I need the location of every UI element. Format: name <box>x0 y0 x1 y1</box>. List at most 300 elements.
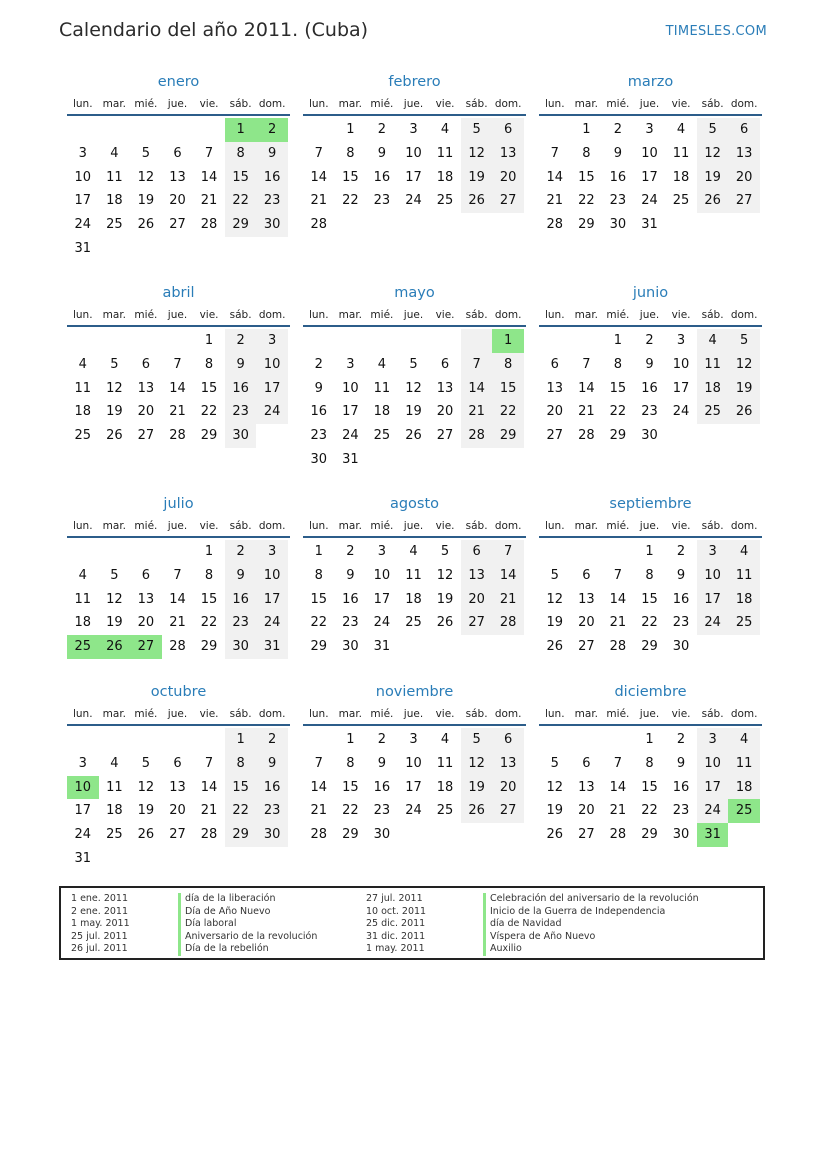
weekday-label: jue. <box>639 98 660 110</box>
day-cell: 22 <box>310 615 328 631</box>
legend-holiday-name: Día de la rebelión <box>178 943 317 956</box>
weekday-label: sáb. <box>701 520 724 532</box>
day-cell: 28 <box>310 217 328 233</box>
day-cell: 2 <box>225 540 257 564</box>
day-cell: 29 <box>578 217 595 233</box>
day-cell: 24 <box>641 193 658 209</box>
day-cell: 4 <box>409 544 418 559</box>
weekday-label: jue. <box>403 520 424 532</box>
empty-cell <box>728 823 760 847</box>
weekday-header <box>539 702 762 726</box>
day-cell: 19 <box>436 591 454 607</box>
day-cell: 2 <box>645 333 654 348</box>
week-row <box>539 189 762 213</box>
day-cell: 23 <box>310 428 328 444</box>
day-cell: 15 <box>609 380 627 396</box>
day-cell: 18 <box>697 377 729 401</box>
day-cell: 25 <box>728 611 760 635</box>
day-cell: 29 <box>342 827 359 843</box>
day-cell: 17 <box>405 779 422 795</box>
empty-cell <box>335 213 367 237</box>
day-cell: 17 <box>697 588 729 612</box>
weekday-label: mié. <box>134 98 158 110</box>
empty-cell <box>256 237 288 261</box>
month-name: diciembre <box>614 684 687 700</box>
day-cell: 16 <box>373 779 391 795</box>
weekday-label: mié. <box>606 98 630 110</box>
day-cell: 19 <box>697 166 729 190</box>
day-cell: 15 <box>578 169 595 185</box>
day-cell: 1 <box>204 333 214 348</box>
day-cell: 27 <box>578 639 595 655</box>
day-cell: 6 <box>141 567 151 583</box>
week-row <box>303 189 526 213</box>
empty-cell <box>492 448 524 472</box>
weekday-label: jue. <box>403 309 424 321</box>
day-cell: 14 <box>169 591 186 607</box>
day-cell: 3 <box>697 728 729 752</box>
day-cell: 4 <box>78 567 87 583</box>
weekday-label: dom. <box>730 520 758 532</box>
day-cell: 11 <box>373 380 391 396</box>
empty-cell <box>366 448 398 472</box>
day-cell: 5 <box>550 567 559 583</box>
weekday-label: dom. <box>730 708 758 720</box>
day-cell: 6 <box>582 567 591 583</box>
weekday-label: mar. <box>102 98 127 110</box>
day-cell: 18 <box>436 779 454 795</box>
empty-cell <box>429 448 461 472</box>
day-cell: 28 <box>169 639 186 655</box>
day-cell: 26 <box>546 639 564 655</box>
week-row <box>303 142 526 166</box>
month-name: mayo <box>394 285 435 301</box>
week-row <box>539 142 762 166</box>
day-cell: 22 <box>225 189 257 213</box>
day-cell: 13 <box>492 752 524 776</box>
day-cell: 13 <box>436 380 454 396</box>
day-cell: 9 <box>377 145 387 161</box>
day-cell: 20 <box>578 803 595 819</box>
week-row <box>539 776 762 800</box>
week-row <box>539 540 762 564</box>
day-cell: 12 <box>137 779 155 795</box>
day-cell: 14 <box>200 169 218 185</box>
day-cell: 7 <box>461 353 493 377</box>
day-cell: 5 <box>461 118 493 142</box>
day-cell: 5 <box>550 755 559 771</box>
empty-cell <box>665 424 697 448</box>
day-cell: 28 <box>609 827 627 843</box>
day-cell: 5 <box>409 356 418 372</box>
day-cell: 5 <box>461 728 493 752</box>
day-cell: 18 <box>74 404 92 420</box>
weekday-label: vie. <box>199 98 219 110</box>
empty-cell <box>539 540 571 564</box>
week-row <box>303 118 526 142</box>
day-cell: 29 <box>492 424 524 448</box>
week-row <box>67 329 290 353</box>
day-cell: 16 <box>225 377 257 401</box>
day-cell: 25 <box>405 615 422 631</box>
day-cell: 24 <box>405 193 422 209</box>
day-cell: 23 <box>641 404 658 420</box>
day-cell: 18 <box>728 588 760 612</box>
month-name: agosto <box>389 496 440 512</box>
weekday-label: sáb. <box>701 98 724 110</box>
day-cell: 24 <box>373 615 391 631</box>
day-cell: 28 <box>200 217 218 233</box>
day-cell: 22 <box>225 799 257 823</box>
legend-date: 1 ene. 2011 <box>71 893 128 904</box>
day-cell: 21 <box>492 588 524 612</box>
week-row <box>303 377 526 401</box>
day-cell: 25 <box>436 193 454 209</box>
week-row <box>303 448 526 472</box>
weekday-label: mar. <box>574 309 599 321</box>
day-cell: 8 <box>314 567 323 583</box>
day-cell: 4 <box>110 755 119 771</box>
day-cell: 17 <box>256 377 288 401</box>
day-cell: 25 <box>106 217 123 233</box>
day-cell: 31 <box>74 240 92 256</box>
empty-cell <box>398 329 430 353</box>
weekday-label: lun. <box>308 98 329 110</box>
day-cell: 21 <box>310 193 328 209</box>
day-cell: 21 <box>546 193 564 209</box>
day-cell: 5 <box>440 544 450 559</box>
week-row <box>303 752 526 776</box>
day-cell: 30 <box>310 451 328 467</box>
day-cell: 6 <box>492 118 524 142</box>
weekday-label: vie. <box>435 98 455 110</box>
day-cell: 30 <box>672 827 690 843</box>
day-cell: 17 <box>74 803 92 819</box>
empty-cell <box>193 847 225 871</box>
day-cell: 6 <box>461 540 493 564</box>
weekday-label: sáb. <box>701 708 724 720</box>
day-cell: 4 <box>697 329 729 353</box>
empty-cell <box>539 728 571 752</box>
day-cell: 18 <box>74 615 92 631</box>
weekday-header <box>67 702 290 726</box>
day-cell: 25 <box>67 635 99 659</box>
day-cell: 23 <box>609 193 627 209</box>
empty-cell <box>99 329 131 353</box>
day-cell: 29 <box>225 823 257 847</box>
empty-cell <box>461 329 493 353</box>
day-cell: 5 <box>141 145 151 161</box>
day-cell: 22 <box>200 404 218 420</box>
empty-cell <box>130 237 162 261</box>
weekday-label: dom. <box>494 98 522 110</box>
day-cell: 30 <box>641 428 658 444</box>
day-cell: 7 <box>492 540 524 564</box>
day-cell: 20 <box>137 404 155 420</box>
day-cell: 14 <box>609 779 627 795</box>
empty-cell <box>99 237 131 261</box>
day-cell: 14 <box>200 779 218 795</box>
weekday-label: mié. <box>134 708 158 720</box>
day-cell: 23 <box>256 189 288 213</box>
day-cell: 13 <box>461 564 493 588</box>
empty-cell <box>492 823 524 847</box>
week-row <box>539 118 762 142</box>
weekday-label: sáb. <box>465 309 488 321</box>
weekday-label: mar. <box>102 520 127 532</box>
brand-link[interactable]: TIMESLES.COM <box>665 24 767 39</box>
weekday-label: dom. <box>730 98 758 110</box>
day-cell: 21 <box>200 193 218 209</box>
day-cell: 10 <box>67 776 99 800</box>
empty-cell <box>665 213 697 237</box>
day-cell: 19 <box>106 404 123 420</box>
day-cell: 31 <box>641 217 658 233</box>
day-cell: 22 <box>342 803 359 819</box>
week-row <box>67 799 290 823</box>
week-row <box>303 540 526 564</box>
day-cell: 1 <box>346 732 355 747</box>
weekday-label: mar. <box>574 98 599 110</box>
day-cell: 17 <box>256 588 288 612</box>
day-cell: 14 <box>310 779 328 795</box>
page-title: Calendario del año 2011. (Cuba) <box>59 19 369 41</box>
day-cell: 14 <box>461 377 493 401</box>
weekday-label: lun. <box>544 98 565 110</box>
month-enero <box>67 72 290 261</box>
day-cell: 11 <box>672 145 690 161</box>
month-name: enero <box>157 74 200 90</box>
day-cell: 23 <box>373 803 391 819</box>
week-row <box>539 611 762 635</box>
week-row <box>303 353 526 377</box>
week-row <box>539 564 762 588</box>
day-cell: 30 <box>342 639 359 655</box>
weekday-label: lun. <box>308 708 329 720</box>
day-cell: 14 <box>492 564 524 588</box>
day-cell: 16 <box>342 591 359 607</box>
weekday-label: mar. <box>574 708 599 720</box>
week-row <box>539 400 762 424</box>
day-cell: 31 <box>256 635 288 659</box>
day-cell: 16 <box>672 591 690 607</box>
day-cell: 20 <box>578 615 595 631</box>
day-cell: 7 <box>173 356 182 372</box>
day-cell: 12 <box>546 779 564 795</box>
day-cell: 31 <box>697 823 729 847</box>
weekday-label: lun. <box>72 708 93 720</box>
day-cell: 3 <box>409 122 418 137</box>
day-cell: 6 <box>728 118 760 142</box>
legend-holiday-name: Día laboral <box>178 918 317 931</box>
day-cell: 8 <box>645 567 654 583</box>
day-cell: 25 <box>672 193 690 209</box>
week-row <box>539 353 762 377</box>
weekday-header <box>67 92 290 116</box>
weekday-label: mié. <box>370 520 394 532</box>
weekday-label: vie. <box>435 708 455 720</box>
day-cell: 16 <box>310 404 328 420</box>
day-cell: 13 <box>169 779 186 795</box>
week-row <box>67 400 290 424</box>
day-cell: 10 <box>342 380 359 396</box>
day-cell: 5 <box>141 755 151 771</box>
week-row <box>67 424 290 448</box>
legend-holiday-name: Celebración del aniversario de la revolución <box>483 893 699 906</box>
day-cell: 24 <box>697 611 729 635</box>
day-cell: 3 <box>78 145 87 161</box>
day-cell: 26 <box>436 615 454 631</box>
weekday-label: mar. <box>338 309 363 321</box>
legend-date: 26 jul. 2011 <box>71 943 128 954</box>
day-cell: 7 <box>314 755 323 771</box>
day-cell: 1 <box>582 122 591 137</box>
month-name: julio <box>163 496 194 512</box>
weekday-header <box>539 514 762 538</box>
empty-cell <box>99 847 131 871</box>
week-row <box>67 776 290 800</box>
day-cell: 11 <box>405 567 422 583</box>
empty-cell <box>130 118 162 142</box>
day-cell: 27 <box>137 428 155 444</box>
day-cell: 13 <box>728 142 760 166</box>
day-cell: 13 <box>137 380 155 396</box>
day-cell: 10 <box>672 356 690 372</box>
day-cell: 20 <box>492 776 524 800</box>
day-cell: 3 <box>256 540 288 564</box>
day-cell: 22 <box>641 615 658 631</box>
day-cell: 13 <box>546 380 564 396</box>
day-cell: 29 <box>225 213 257 237</box>
empty-cell <box>130 329 162 353</box>
empty-cell <box>162 237 194 261</box>
day-cell: 24 <box>405 803 422 819</box>
day-cell: 20 <box>169 803 186 819</box>
day-cell: 8 <box>225 142 257 166</box>
day-cell: 3 <box>676 333 686 348</box>
day-cell: 15 <box>342 779 359 795</box>
weekday-label: lun. <box>544 309 565 321</box>
weekday-label: mié. <box>370 98 394 110</box>
day-cell: 18 <box>106 193 123 209</box>
month-abril <box>67 283 290 448</box>
weekday-header <box>539 92 762 116</box>
day-cell: 28 <box>578 428 595 444</box>
day-cell: 1 <box>492 329 524 353</box>
empty-cell <box>193 728 225 752</box>
day-cell: 2 <box>256 728 288 752</box>
day-cell: 16 <box>672 779 690 795</box>
empty-cell <box>429 213 461 237</box>
week-row <box>303 823 526 847</box>
empty-cell <box>728 635 760 659</box>
day-cell: 27 <box>169 217 186 233</box>
day-cell: 19 <box>106 615 123 631</box>
day-cell: 19 <box>405 404 422 420</box>
day-cell: 12 <box>546 591 564 607</box>
week-row <box>539 728 762 752</box>
empty-cell <box>728 424 760 448</box>
day-cell: 3 <box>256 329 288 353</box>
month-septiembre <box>539 494 762 659</box>
week-row <box>67 635 290 659</box>
day-cell: 17 <box>697 776 729 800</box>
day-cell: 4 <box>110 145 119 161</box>
week-row <box>303 564 526 588</box>
day-cell: 14 <box>310 169 328 185</box>
empty-cell <box>335 329 367 353</box>
weekday-label: dom. <box>258 309 286 321</box>
weekday-label: mié. <box>134 520 158 532</box>
empty-cell <box>492 213 524 237</box>
day-cell: 17 <box>74 193 92 209</box>
legend-date: 27 jul. 2011 <box>366 893 423 904</box>
day-cell: 25 <box>436 803 454 819</box>
weekday-label: jue. <box>639 309 660 321</box>
legend-date: 1 may. 2011 <box>71 918 130 929</box>
day-cell: 10 <box>373 567 391 583</box>
day-cell: 20 <box>461 588 493 612</box>
day-cell: 27 <box>436 428 454 444</box>
week-row <box>303 166 526 190</box>
empty-cell <box>602 540 634 564</box>
empty-cell <box>225 847 257 871</box>
weekday-label: mié. <box>606 520 630 532</box>
week-row <box>67 752 290 776</box>
day-cell: 23 <box>672 803 690 819</box>
weekday-label: jue. <box>167 520 188 532</box>
empty-cell <box>67 540 99 564</box>
day-cell: 30 <box>609 217 627 233</box>
day-cell: 19 <box>546 615 564 631</box>
day-cell: 24 <box>697 799 729 823</box>
day-cell: 12 <box>436 567 454 583</box>
day-cell: 27 <box>578 827 595 843</box>
day-cell: 14 <box>546 169 564 185</box>
empty-cell <box>162 118 194 142</box>
legend-holiday-name: Víspera de Año Nuevo <box>483 931 699 944</box>
day-cell: 24 <box>256 400 288 424</box>
day-cell: 4 <box>440 122 450 137</box>
legend-holiday-name: día de Navidad <box>483 918 699 931</box>
day-cell: 1 <box>225 728 257 752</box>
week-row <box>67 564 290 588</box>
day-cell: 18 <box>373 404 391 420</box>
day-cell: 6 <box>173 145 182 161</box>
day-cell: 24 <box>74 827 92 843</box>
day-cell: 2 <box>377 732 387 747</box>
day-cell: 13 <box>492 142 524 166</box>
day-cell: 3 <box>346 356 355 372</box>
day-cell: 15 <box>200 591 218 607</box>
weekday-label: mié. <box>606 309 630 321</box>
day-cell: 10 <box>256 353 288 377</box>
week-row <box>539 329 762 353</box>
day-cell: 18 <box>436 169 454 185</box>
day-cell: 18 <box>672 169 690 185</box>
weekday-label: sáb. <box>465 708 488 720</box>
day-cell: 22 <box>641 803 658 819</box>
empty-cell <box>99 728 131 752</box>
day-cell: 9 <box>346 567 355 583</box>
week-row <box>67 823 290 847</box>
empty-cell <box>492 635 524 659</box>
week-row <box>67 118 290 142</box>
day-cell: 15 <box>641 779 658 795</box>
day-cell: 19 <box>137 803 155 819</box>
month-junio <box>539 283 762 448</box>
legend-holiday-name: día de la liberación <box>178 893 317 906</box>
